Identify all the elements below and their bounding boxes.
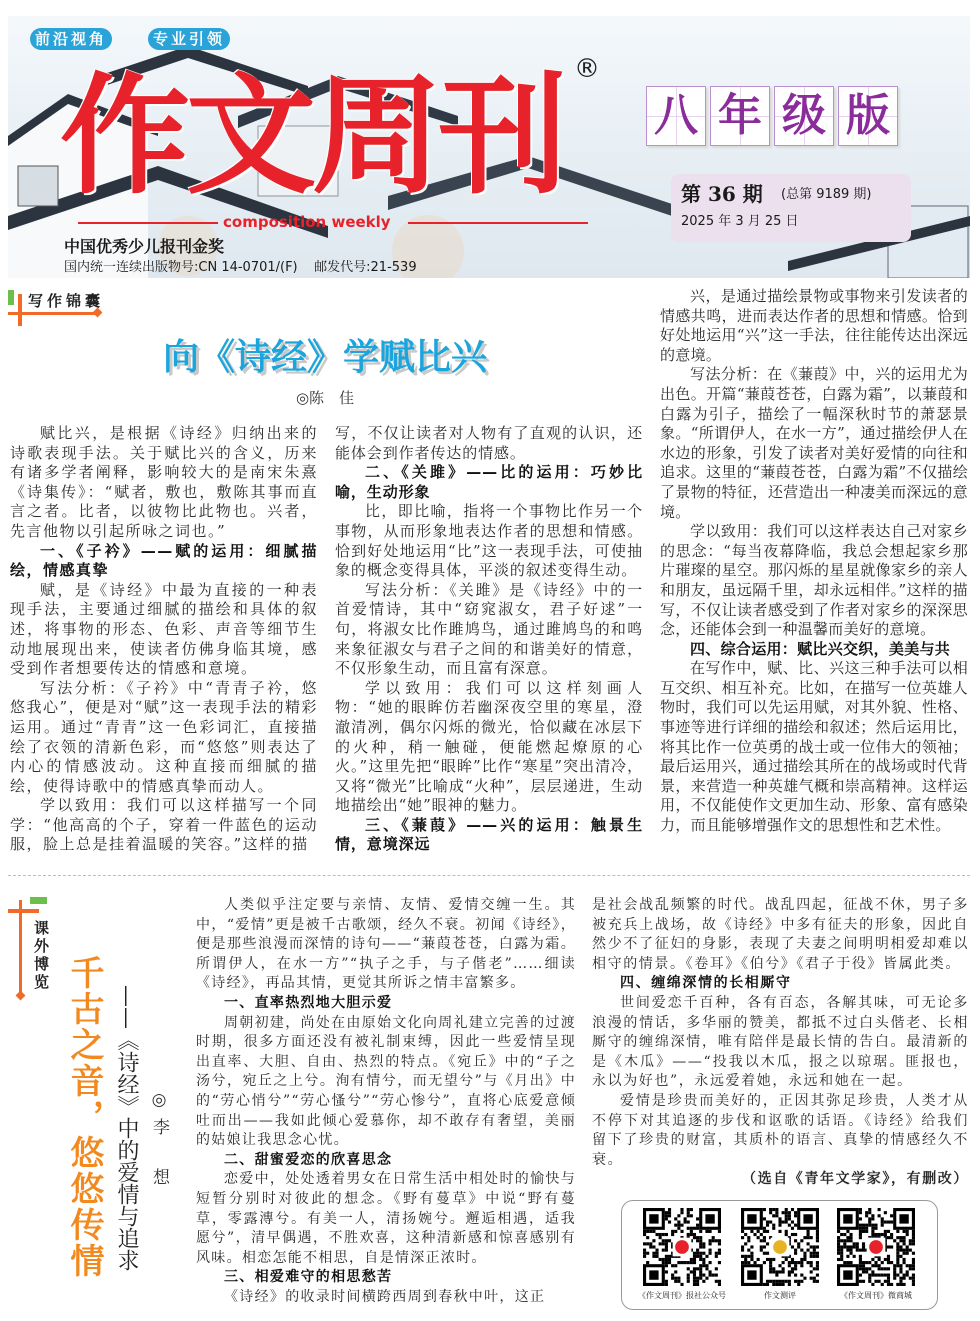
- tag-line: [8, 909, 39, 913]
- tag-orange-bar: [18, 294, 22, 326]
- slogan-badge: 前沿视角: [30, 28, 112, 50]
- paragraph: 比，即比喻，指将一个事物比作另一个事物，从而形象地表达作者的思想和情感。恰到好处地运用“比”这一表现手法，可使抽象的概念变得具体，平淡的叙述变得生动。: [335, 502, 643, 580]
- paragraph: 赋，是《诗经》中最为直接的一种表现手法，主要通过细腻的描绘和具体的叙述，将事物的形态、色彩、声音等细节生动地展现出来，使读者仿佛身临其境，感受到作者想要传达的情感和意境。: [10, 580, 318, 678]
- section-tag-extracurricular: [8, 896, 53, 1006]
- paragraph: 《诗经》的收录时间横跨西周到春秋中叶，这正: [224, 1288, 546, 1305]
- newspaper-logo-title: 作文周刊: [60, 59, 565, 212]
- paragraph: 恋爱中，处处透着男女在日常生活中相处时的愉快与短暂分别时对彼此的想念。《野有蔓草》中说“野有蔓草，零露漙兮。有美一人，清扬婉兮。邂逅相遇，适我愿兮”，清早偶遇，不胜欢喜，这种清新感和惊喜感别有风味。相恋怎能不相思，自是情深正浓时。: [196, 1171, 576, 1266]
- paragraph: 写法分析：《子衿》中“青青子衿，悠悠我心”，便是对“赋”这一表现手法的精彩运用。通过“青青”这一色彩词汇，直接描绘了衣领的清新色彩，而“悠悠”则表达了内心的情感波动。这种直接而细腻的描绘，使得诗歌中的情感真挚而动人。: [10, 678, 319, 795]
- section-heading: 三、《蒹葭》——兴的运用：触景生情，意境深远: [335, 815, 643, 854]
- grade-char: 版: [838, 86, 898, 146]
- paragraph: 人类似乎注定要与亲情、友情、爱情交缠一生。其中，“爱情”更是被千古歌颂，经久不衰。初闻《诗经》，便是那些浪漫而深情的诗句——“蒹葭苍苍，白露为霜。所谓伊人，在水一方”“执子之手，与子偕老”……细读《诗经》，再品其情，更觉其所诉之情丰富繁多。: [196, 897, 576, 992]
- section-heading: 三、相爱难守的相思愁苦: [224, 1269, 393, 1286]
- serial-number: 国内统一连续出版物号:CN 14-0701/(F) 邮发代号:21-539: [64, 260, 417, 275]
- tag-green-bar: [8, 290, 14, 305]
- paragraph: 在写作中，赋、比、兴这三种手法可以相互交织、相互补充。比如，在描写一位英雄人物时，我们可以先运用赋，对其外貌、性格、事迹等进行详细的描绘和叙述；然后运用比，将其比作一位英勇的战士或一位伟大的领袖；最后运用兴，通过描绘其所在的战场或时代背景，来营造一种英雄气概和崇高精神。这样运用，不仅能使作文更加生动、形象、富有感染力，而且能够增强作文的思想性和艺术性。: [660, 659, 968, 835]
- registered-mark: ®: [574, 54, 600, 84]
- article-column: [592, 896, 969, 1190]
- grade-char: 级: [774, 86, 834, 146]
- qr-code-label: 作文测评: [764, 1291, 796, 1300]
- qr-code[interactable]: [643, 1208, 721, 1286]
- article-author: ◎李 想: [149, 1090, 169, 1193]
- paragraph: 写，不仅让读者对人物有了直观的认识，还能体会到作者传达的情感。: [335, 424, 643, 462]
- paragraph: 兴，是通过描绘景物或事物来引发读者的情感共鸣，进而表达作者的思想和情感。恰到好处地运用“兴”这一手法，往往能传达出深远的意境。: [660, 287, 968, 364]
- article-subtitle: ——《诗经》中的爱情与追求: [114, 985, 139, 1271]
- newspaper-logo-icon: [675, 1240, 689, 1254]
- paragraph: 写法分析：《关雎》是《诗经》中的一首爱情诗，其中“窈窕淑女，君子好逑”一句，将淑女比作雎鸠鸟，通过雎鸠鸟的和鸣来象征淑女与君子之间的和谐美好的情意，不仅形象生动，而且富有深意。: [335, 580, 643, 678]
- grade-char: 年: [710, 86, 770, 146]
- issue-total: (总第 9189 期): [781, 187, 872, 202]
- tag-orange-bar: [19, 900, 22, 995]
- paragraph: 学以致用：我们可以这样描写一个同学：“他高高的个子，穿着一件蓝色的运动服，脸上总是挂着温暖的笑容。”这样的描: [10, 796, 318, 854]
- article-title: 千古之音，悠悠传情: [64, 955, 104, 1279]
- qr-code-label: 《作文周刊》微商城: [840, 1291, 912, 1300]
- section-heading: 四、缠绵深情的长相厮守: [620, 975, 792, 992]
- article-column: [660, 287, 968, 836]
- qr-code[interactable]: [837, 1208, 915, 1286]
- section-heading: 二、《关雎》——比的运用：巧妙比喻，生动形象: [335, 463, 643, 501]
- section-label: 课外博览: [32, 920, 50, 992]
- paragraph: 爱情是珍贵而美好的，正因其弥足珍贵，人类才从不停下对其追逐的步伐和讴歌的话语。《诗经》给我们留下了珍贵的财富，其质朴的语言、真挚的情感经久不衰。: [592, 1092, 969, 1168]
- qr-code-label: 《作文周刊》报社公众号: [638, 1291, 726, 1300]
- masthead: [8, 16, 970, 278]
- diamond-icon: [16, 991, 26, 1001]
- grade-char: 八: [646, 86, 706, 146]
- paragraph: 写法分析：在《蒹葭》中，兴的运用尤为出色。开篇“蒹葭苍苍，白露为霜”，以蒹葭和白露为引子，描绘了一幅深秋时节的萧瑟景象。“所谓伊人，在水一方”，通过描绘伊人在水边的形象，引发了读者对美好爱情的向往和追求。这里的“蒹葭苍苍，白露为霜”不仅描绘了景物的特征，还营造出一种凄美而深远的意境。: [660, 365, 968, 521]
- article-title: 向《诗经》学赋比兴: [162, 337, 487, 378]
- issue-number: 第 36 期: [681, 182, 763, 206]
- award-text: 中国优秀少儿报刊金奖: [64, 237, 225, 256]
- issue-info: [671, 174, 911, 242]
- source-note: （选自《青年文学家》，有删改）: [742, 1171, 969, 1188]
- divider: [78, 222, 218, 224]
- section-heading: 四、综合运用：赋比兴交织，美美与共: [690, 639, 951, 658]
- section-heading: 一、直率热烈地大胆示爱: [224, 994, 393, 1011]
- divider: [408, 222, 588, 224]
- paragraph: 世间爱恋千百种，各有百态，各解其味，可无论多浪漫的情话，多华丽的赞美，都抵不过白头偕老、长相厮守的缠绵深情，唯有陪伴是最长情的告白。最清新的是《木瓜》——“投我以木瓜，报之以琼琚。匪报也，永以为好也”，永远爱着她，永远和她在一起。: [592, 994, 969, 1090]
- qr-code[interactable]: [741, 1208, 819, 1286]
- section-divider: [8, 875, 970, 876]
- paragraph: 学以致用：我们可以这样刻画人物：“她的眼眸仿若幽深夜空里的寒星，澄澈清冽，偶尔闪烁的微光，恰似藏在冰层下的火种，稍一触碰，便能燃起燎原的心火。”这里先把“眼眸”比作“寒星”突出清冷，又将“微光”比喻成“火种”，层层递进，生动地描绘出“她”眼神的魅力。: [335, 678, 643, 815]
- paragraph: 是社会战乱频繁的时代。战乱四起，征战不休，男子多被充兵上战场，故《诗经》中多有征夫的形象，因此自然少不了征妇的身影，表现了夫妻之间明明相爱却难以相守的情景。《卷耳》《伯兮》《君子于役》皆属此类。: [592, 897, 969, 972]
- paragraph: 赋比兴，是根据《诗经》归纳出来的诗歌表现手法。关于赋比兴的含义，历来有诸多学者阐释，影响较大的是南宋朱熹《诗集传》：“赋者，敷也，敷陈其事而直言之者。比者，以彼物比此物也。兴者，先言他物以引起所咏之词也。”: [10, 424, 318, 540]
- english-title: [78, 212, 588, 232]
- article-column: [335, 424, 643, 855]
- tag-line: [8, 312, 96, 315]
- slogan-badge: 专业引领: [148, 28, 230, 50]
- paragraph: 学以致用：我们可以这样表达自己对家乡的思念：“每当夜幕降临，我总会想起家乡那片璀璨的星空。那闪烁的星星就像家乡的亲人和朋友，虽远隔千里，却永远相伴。”这样的描写，不仅让读者感受到了作者对家乡的深深思念，还能体会到一种温馨而美好的意境。: [660, 522, 968, 639]
- section-label: 写作锦囊: [28, 292, 105, 310]
- article-author: ◎陈 佳: [295, 389, 355, 407]
- article-column: [196, 896, 576, 1307]
- section-tag-writing-tips: [8, 288, 128, 328]
- tag-green-bar: [30, 897, 47, 904]
- article-column: [10, 424, 318, 855]
- assessment-logo-icon: [773, 1240, 787, 1254]
- grade-edition-label: [646, 86, 898, 146]
- section-heading: 一、《子衿》——赋的运用：细腻描绘，情感真挚: [10, 541, 318, 580]
- section-heading: 二、甜蜜爱恋的欣喜思念: [224, 1151, 393, 1168]
- paragraph: 周朝初建，尚处在由原始文化向周礼建立完善的过渡时期，很多方面还没有被礼制束缚，因此一些爱情呈现出直率、大胆、自由、热烈的特点。《宛丘》中的“子之汤兮，宛丘之上兮。洵有情兮，而无望兮”与《月出》中的“劳心悄兮”“劳心慅兮”“劳心惨兮”，直将心底爱意倾吐而出——我如此倾心爱慕你，却不敢存有奢望，美丽的姑娘让我思念心忧。: [196, 1014, 576, 1149]
- shop-logo-icon: [869, 1240, 883, 1254]
- issue-date: 2025 年 3 月 25 日: [681, 214, 799, 229]
- qr-code-panel: [621, 1200, 938, 1310]
- english-title-text: composition weekly: [223, 213, 391, 231]
